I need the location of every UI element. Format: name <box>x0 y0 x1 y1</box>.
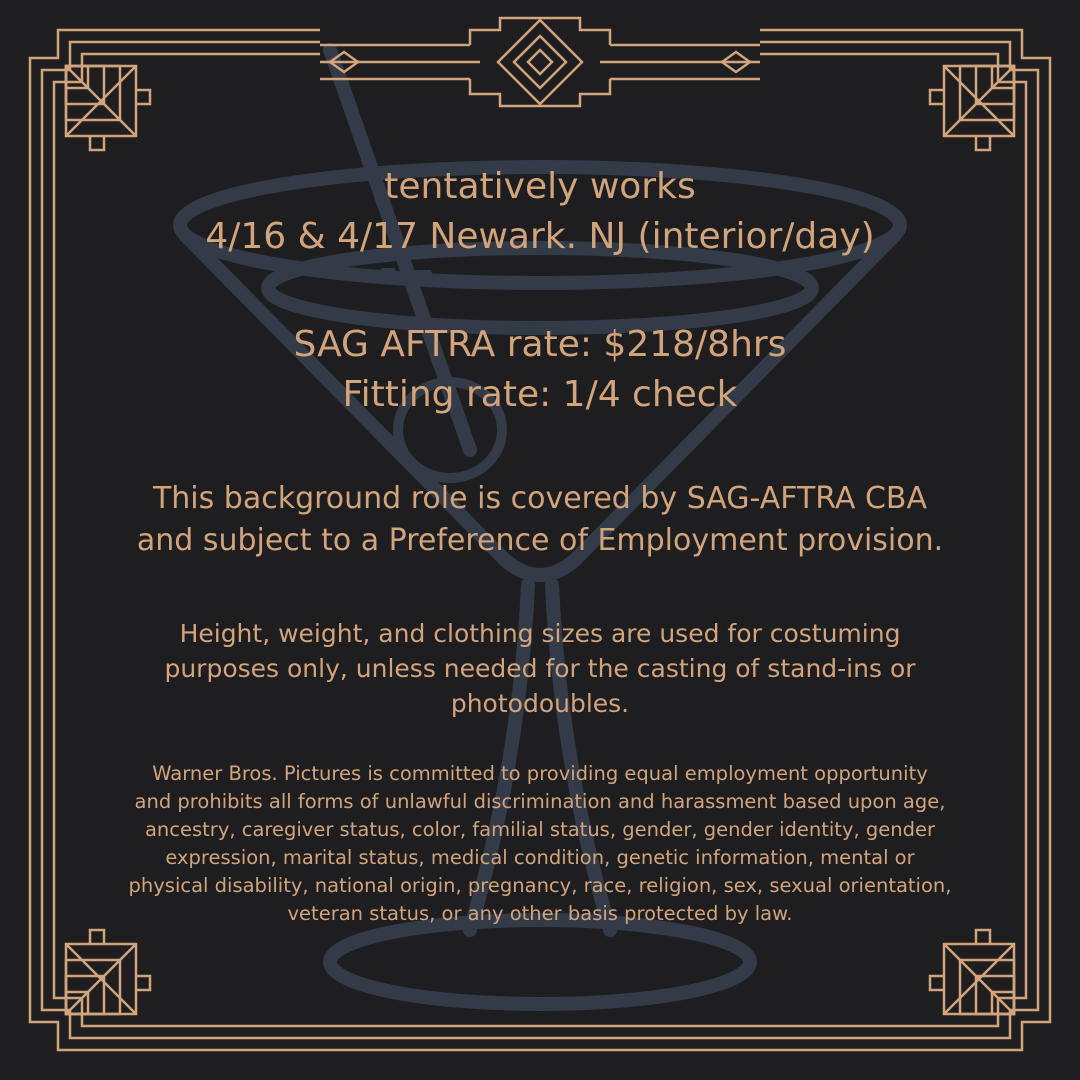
schedule-line: tentatively works <box>384 166 696 207</box>
fitting-rate: Fitting rate: 1/4 check <box>342 374 738 415</box>
eeo-line: veteran status, or any other basis protected by law. <box>287 902 793 925</box>
eeo-statement <box>70 760 1010 928</box>
sizes-note-line: purposes only, unless needed for the casting of stand-ins or <box>164 654 916 683</box>
eeo-line: physical disability, national origin, pregnancy, race, religion, sex, sexual orientation, <box>128 874 952 897</box>
schedule-block <box>0 162 1080 262</box>
sizes-note-block <box>0 616 1080 721</box>
eeo-line: and prohibits all forms of unlawful discrimination and harassment based upon age, <box>134 790 946 813</box>
eeo-line: ancestry, caregiver status, color, familial status, gender, gender identity, gender <box>144 818 936 841</box>
sizes-note-line: Height, weight, and clothing sizes are used for costuming <box>179 619 901 648</box>
union-line: and subject to a Preference of Employment provision. <box>136 523 944 558</box>
union-block <box>0 478 1080 562</box>
schedule-dates: 4/16 & 4/17 Newark. NJ (interior/day) <box>205 216 875 257</box>
sag-rate: SAG AFTRA rate: $218/8hrs <box>293 324 787 365</box>
union-line: This background role is covered by SAG-AFTRA CBA <box>152 481 928 516</box>
rates-block <box>0 320 1080 420</box>
eeo-line: expression, marital status, medical condition, genetic information, mental or <box>165 846 915 869</box>
sizes-note-line: photodoubles. <box>450 689 630 718</box>
eeo-line: Warner Bros. Pictures is committed to providing equal employment opportunity <box>152 762 928 785</box>
